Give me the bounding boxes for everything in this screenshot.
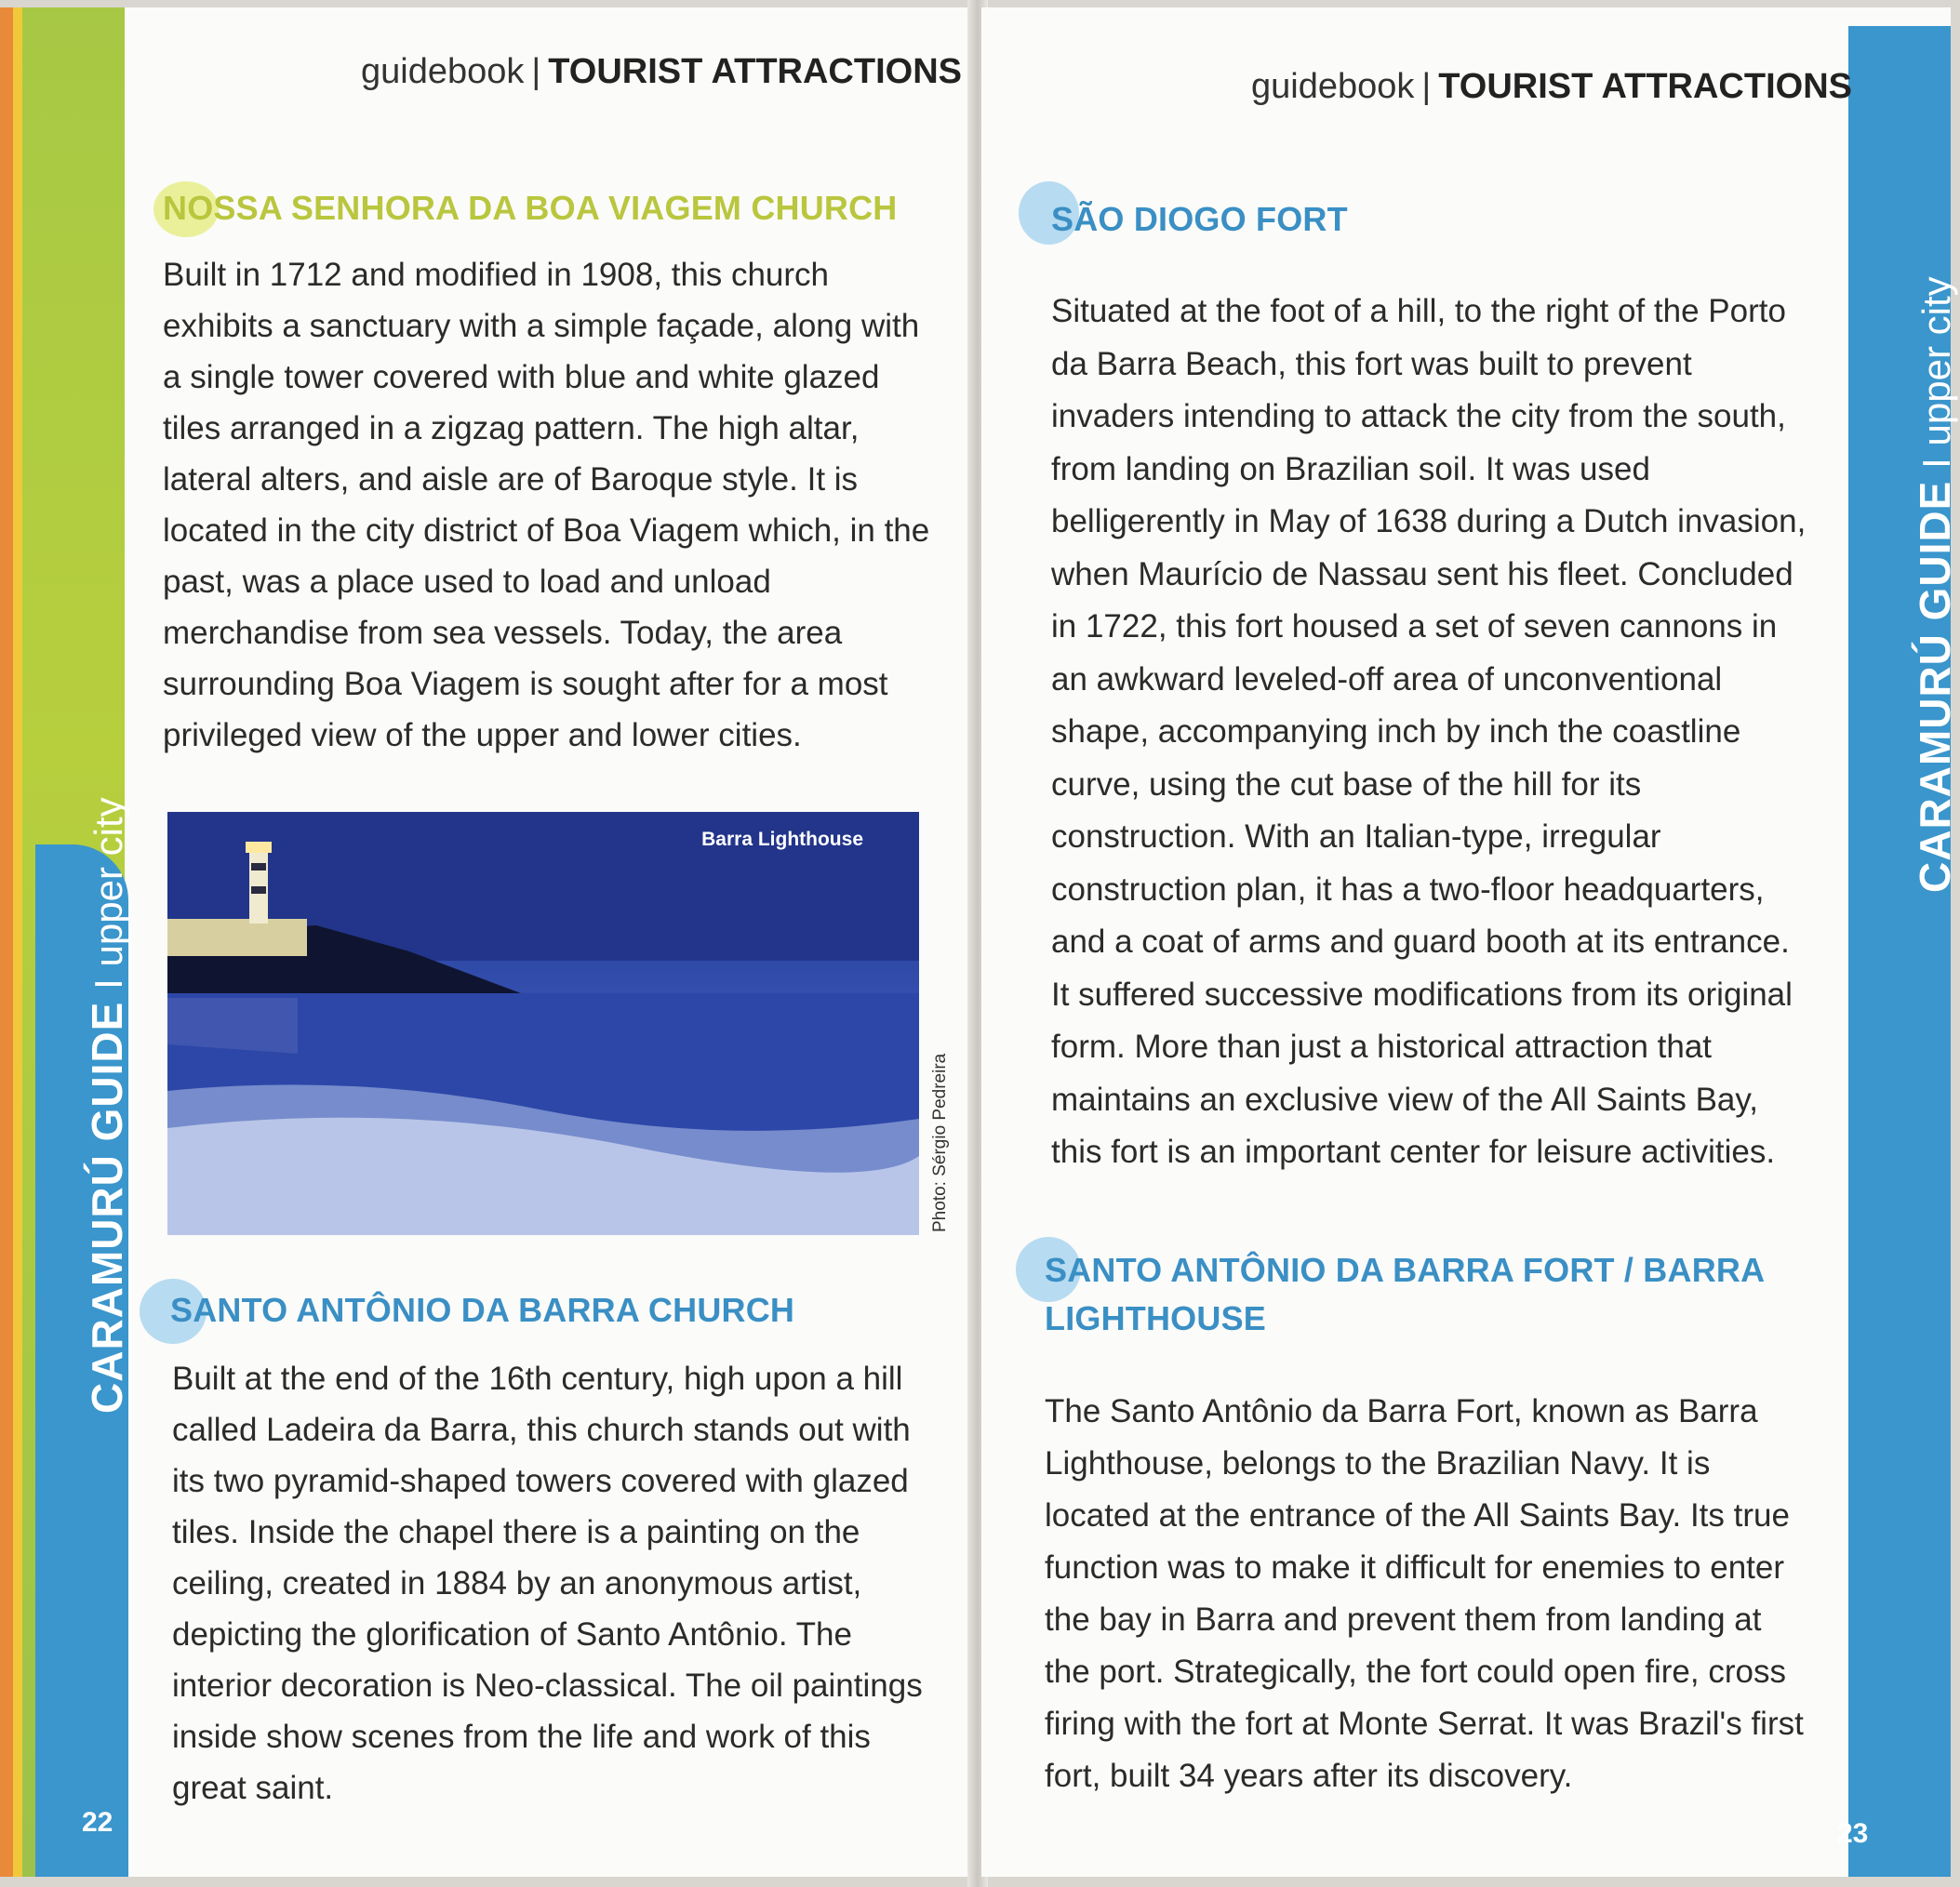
header-section: TOURIST ATTRACTIONS [548,52,962,91]
header-separator: | [531,52,541,91]
text-line: the port. Strategically, the fort could open fire, cross [1045,1654,1786,1690]
text-line: called Ladeira da Barra, this church stands out with [172,1412,911,1448]
guide-area: upper city [87,797,130,967]
photo-caption: Barra Lighthouse [701,829,863,850]
tab-separator: I [87,978,130,990]
page-number-left: 22 [82,1807,113,1838]
section-title-line: SANTO ANTÔNIO DA BARRA FORT / BARRA [1045,1251,1766,1289]
text-line: construction plan, it has a two-floor headquarters, [1051,870,1765,908]
text-line: maintains an exclusive view of the All Saints Bay, [1051,1081,1759,1118]
side-tab-right-label [1910,276,1960,893]
section-body [1045,1386,1835,1802]
running-header-left [361,52,962,92]
text-line: The Santo Antônio da Barra Fort, known as Barra [1045,1393,1758,1429]
side-tab-left-label [82,797,132,1414]
header-prefix: guidebook [361,52,525,91]
text-line: from landing on Brazilian soil. It was used [1051,450,1650,487]
text-line: the bay in Barra and prevent them from landing at [1045,1601,1762,1638]
text-line: lateral alters, and aisle are of Baroque style. It is [163,461,859,498]
text-line: interior decoration is Neo-classical. The oil paintings [172,1668,923,1704]
text-line: located in the city district of Boa Viagem which, in the [163,512,930,549]
text-line: Lighthouse, belongs to the Brazilian Navy. It is [1045,1445,1711,1482]
guide-brand: CARAMURÚ GUIDE [83,1001,131,1414]
text-line: tiles. Inside the chapel there is a painting on the [172,1514,860,1550]
text-line: ceiling, created in 1884 by an anonymous artist, [172,1565,862,1601]
photo-credit: Photo: Sérgio Pedreira [930,1053,950,1232]
text-line: shape, accompanying inch by inch the coastline [1051,713,1741,750]
header-prefix: guidebook [1251,67,1415,106]
text-line: It suffered successive modifications from its original [1051,976,1793,1013]
text-line: firing with the fort at Monte Serrat. It was Brazil's first [1045,1706,1804,1742]
text-line: form. More than just a historical attraction that [1051,1029,1713,1065]
edge-band-orange [0,7,13,1877]
guide-brand: CARAMURÚ GUIDE [1911,480,1959,893]
text-line: Situated at the foot of a hill, to the right of the Porto [1051,293,1786,329]
text-line: a single tower covered with blue and white glazed [163,359,880,395]
section-title: SÃO DIOGO FORT [1051,200,1348,238]
section-title-line: LIGHTHOUSE [1045,1299,1267,1337]
page-number-right: 23 [1837,1818,1869,1849]
guide-area: upper city [1914,276,1958,446]
section-body [172,1353,944,1814]
text-line: belligerently in May of 1638 during a Dutch invasion, [1051,503,1807,539]
header-section: TOURIST ATTRACTIONS [1438,67,1852,106]
text-line: inside show scenes from the life and work of this [172,1719,871,1755]
text-line: and a coat of arms and guard booth at its entrance. [1051,924,1790,960]
section-body [163,249,944,761]
text-line: depicting the glorification of Santo Antônio. The [172,1616,852,1653]
section-title: NOSSA SENHORA DA BOA VIAGEM CHURCH [163,189,898,227]
text-line: function was to make it difficult for enemies to enter [1045,1549,1785,1586]
section-body [1051,286,1823,1179]
text-line: past, was a place used to load and unload [163,564,771,600]
text-line: privileged view of the upper and lower cities. [163,717,802,753]
text-line: fort, built 34 years after its discovery. [1045,1758,1573,1794]
tab-separator: I [1914,458,1958,469]
text-line: surrounding Boa Viagem is sought after for a most [163,666,888,702]
text-line: curve, using the cut base of the hill for its [1051,765,1642,803]
text-line: Built at the end of the 16th century, high upon a hill [172,1361,903,1397]
text-line: when Maurício de Nassau sent his fleet. Concluded [1051,555,1793,592]
edge-band-yellow [13,7,22,1877]
text-line: da Barra Beach, this fort was built to prevent [1051,345,1692,382]
text-line: located at the entrance of the All Saints Bay. Its true [1045,1497,1790,1534]
section-title [1045,1246,1765,1343]
header-separator: | [1421,67,1432,106]
lighthouse-photo [167,812,919,1235]
text-line: invaders intending to attack the city from the south, [1051,398,1786,434]
text-line: this fort is an important center for leisure activities. [1051,1134,1776,1170]
text-line: its two pyramid-shaped towers covered with glazed [172,1463,909,1499]
text-line: exhibits a sanctuary with a simple façade, along with [163,308,920,344]
text-line: merchandise from sea vessels. Today, the area [163,615,843,651]
text-line: tiles arranged in a zigzag pattern. The high altar, [163,410,860,446]
text-line: an awkward leveled-off area of unconventional [1051,660,1723,698]
lighthouse-scene-graphic [167,812,919,1235]
text-line: Built in 1712 and modified in 1908, this church [163,257,830,293]
text-line: in 1722, this fort housed a set of seven cannons in [1051,608,1778,645]
text-line: great saint. [172,1770,334,1806]
section-title: SANTO ANTÔNIO DA BARRA CHURCH [170,1291,795,1329]
text-line: construction. With an Italian-type, irregular [1051,818,1661,855]
running-header-right [1251,67,1852,107]
